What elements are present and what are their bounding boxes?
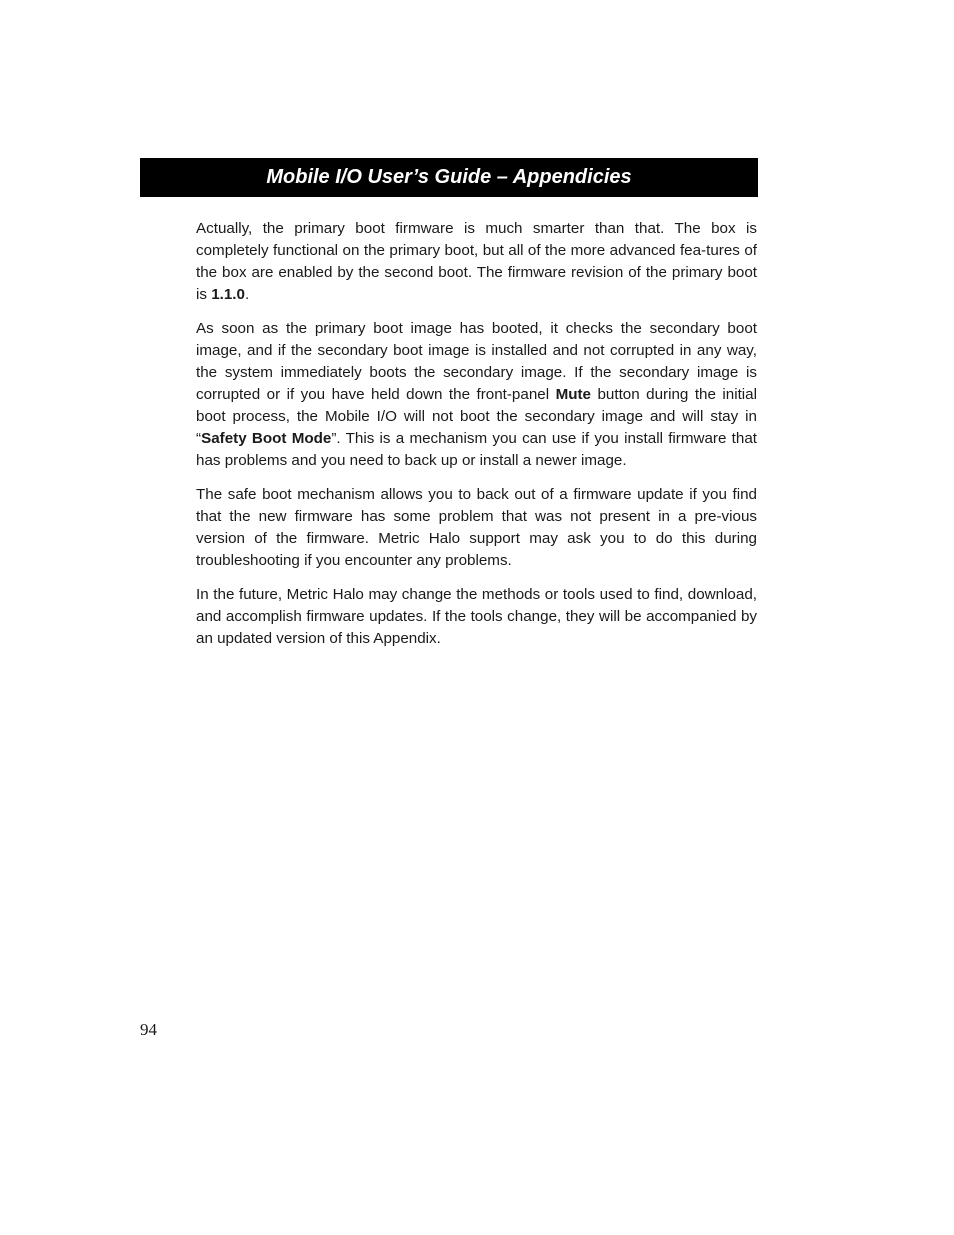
paragraph-text: . (244, 286, 250, 303)
firmware-version: 1.1.0 (211, 286, 245, 303)
chapter-title: Mobile I/O User’s Guide – Appendicies (266, 166, 632, 188)
paragraph-secondary-boot (196, 318, 757, 472)
paragraph-text: button during the initial boot process, the Mobile I/O will not boot the secondary image and will stay in “ (196, 386, 758, 447)
paragraph-text: Actually, the primary boot firmware is much smarter than that. The box is completely functional on the primary boot, but all of the more advanced fea-tures of the box are enabled by the second boot. The firmware revision of the primary boot is (196, 220, 757, 303)
mute-button-term: Mute (555, 386, 591, 403)
page-number: 94 (140, 1020, 157, 1039)
body-text (196, 218, 757, 662)
paragraph-future: In the future, Metric Halo may change the methods or tools used to find, download, and accomplish firmware updates. If the tools change, they will be accompanied by an updated version of this Appendix. (196, 586, 757, 647)
paragraph-text: As soon as the primary boot image has booted, it checks the secondary boot image, and if the secondary boot image is installed and not corrupted in any way, the system immediately boots the secondary image. If the secondary image is corrupted or if you have held down the front-panel (196, 320, 757, 403)
safety-boot-mode-term: Safety Boot Mode (201, 430, 332, 447)
paragraph-safe-boot: The safe boot mechanism allows you to back out of a firmware update if you find that the new firmware has some problem that was not present in a pre-vious version of the firmware. Metric Halo support may ask you to do this during troubleshooting if you encounter any problems. (196, 486, 757, 569)
chapter-header-bar (140, 158, 758, 197)
paragraph-primary-boot (196, 218, 757, 306)
paragraph-text: ”. This is a mechanism you can use if you install firmware that has problems and you need to back up or install a newer image. (196, 430, 757, 469)
